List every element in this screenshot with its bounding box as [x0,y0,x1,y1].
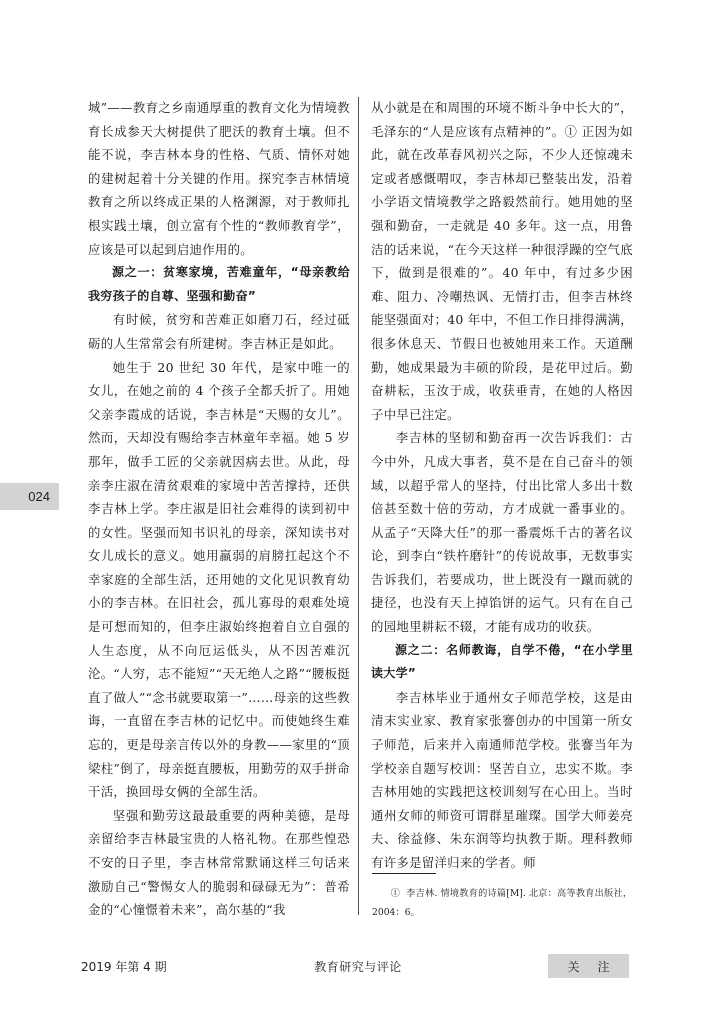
paragraph: 坚强和勤劳这最最重要的两种美德，是母亲留给李吉林最宝贵的人格礼物。在那些惶恐不安的日子里，李吉林常常默诵这样三句话来激励自己“警惕女人的脆弱和碌碌无为”：普希金的“心憧憬着未来”，高尔基的“我 [88,807,350,918]
page-number: 024 [28,489,50,504]
section-heading-1: 源之一：贫寒家境，苦难童年，“母亲教给我穷孩子的自尊、坚强和勤奋” [88,265,350,303]
footer-section-label: 关注 [567,959,628,974]
footnote-text: 李吉林. 情境教育的诗篇[M]. 北京：高等教育出版社，2004：6。 [372,888,633,918]
section-heading-2: 源之二：名师教诲，自学不倦，“在小学里读大学” [371,642,633,681]
page-number-tab [0,483,59,510]
left-column [88,96,350,922]
paragraph: 李吉林的坚韧和勤奋再一次告诉我们：古今中外，凡成大事者，莫不是在自己奋斗的领域，以超乎常人的坚持，付出比常人多出十数倍甚至数十倍的劳动，方才成就一番事业的。从孟子“天降大任”的那一番震烁千古的著名议论，到李白“铁杵磨针”的传说故事，无数事实告诉我们，若要成功，世上既没有一蹴而就的捷径，也没有天上掉馅饼的运气。只有在自己的园地里耕耘不辍，才能有成功的收获。 [371,430,633,635]
paragraph: 有时候，贫穷和苦难正如磨刀石，经过砥砺的人生常常会有所建树。李吉林正是如此。 [88,312,350,351]
footnote-rule [372,873,436,874]
paragraph: 李吉林毕业于通州女子师范学校，这是由清末实业家、教育家张謇创办的中国第一所女子师范，后来并入南通师范学校。张謇当年为学校亲自题写校训：坚苦自立，忠实不欺。李吉林用她的实践把这校训刻写在心田上。当时通州女师的师资可谓群星璀璨。国学大师姜亮夫、徐益修、朱东润等均执教于斯。理科教师有许多是留洋归来的学者。师 [371,689,633,870]
paragraph-continuation: 城”——教育之乡南通厚重的教育文化为情境教育长成参天大树提供了肥沃的教育土壤。但不能不说，李吉林本身的性格、气质、情怀对她的建树起着十分关键的作用。探究李吉林情境教育之所以终成正果的人格渊源，对于教师扎根实践土壤，创立富有个性的“教师教育学”，应该是可以起到启迪作用的。 [88,100,350,257]
footer-journal-title: 教育研究与评论 [314,960,402,974]
paragraph-continuation: 从小就是在和周围的环境不断斗争中长大的”，毛泽东的“人是应该有点精神的”。① 正因为如此，就在改革春风初兴之际，不少人还惊魂未定或者感慨喟叹，李吉林却已整装出发，沿着小学语文情境教学之路毅然前行。她用她的坚强和勤奋，一走就是 40 多年。这一点，用鲁洁的话来说，“在今天这样一种很浮躁的空气底下，做到是很难的”。40 年中，有过多少困难、阻力、冷嘲热讽、无情打击，但李吉林终能坚强面对；40 年中，不但工作日排得满满，很多休息天、节假日也被她用来工作。天道酬勤，她成果最为丰硕的阶段，是花甲过后。勤奋耕耘，玉汝于成，收获垂青，在她的人格因子中早已注定。 [371,100,633,422]
footer-issue: 2019 年第 4 期 [81,960,167,974]
paragraph: 她生于 20 世纪 30 年代，是家中唯一的女儿，在她之前的 4 个孩子全都夭折了。用她父亲李霞成的话说，李吉林是“天赐的女儿”。然而，天却没有赐给李吉林童年幸福。她 5 岁那年，做手工匠的父亲就因病去世。从此，母亲李庄淑在清贫艰难的家境中苦苦撑持，还供李吉林上学。李庄淑是旧社会难得的读到初中的女性。坚强而知书识礼的母亲，深知读书对女儿成长的意义。她用羸弱的肩膀扛起这个不幸家庭的全部生活，还用她的文化见识教育幼小的李吉林。在旧社会，孤儿寡母的艰难处境是可想而知的，但李庄淑始终抱着自立自强的人生态度，从不向厄运低头，从不因苦难沉沦。“人穷，志不能短”“天无绝人之路”“腰板挺直了做人”“念书就要取第一”……母亲的这些教诲，一直留在李吉林的记忆中。而使她终生难忘的，更是母亲言传以外的身教——家里的“顶梁柱”倒了，母亲挺直腰板，用勤劳的双手拼命干活，换回母女俩的全部生活。 [88,359,350,800]
footer-section-tab [548,954,629,978]
right-column [371,96,633,875]
footnote-marker: ① [390,888,400,899]
column-divider [358,97,359,915]
footnote [372,884,632,922]
